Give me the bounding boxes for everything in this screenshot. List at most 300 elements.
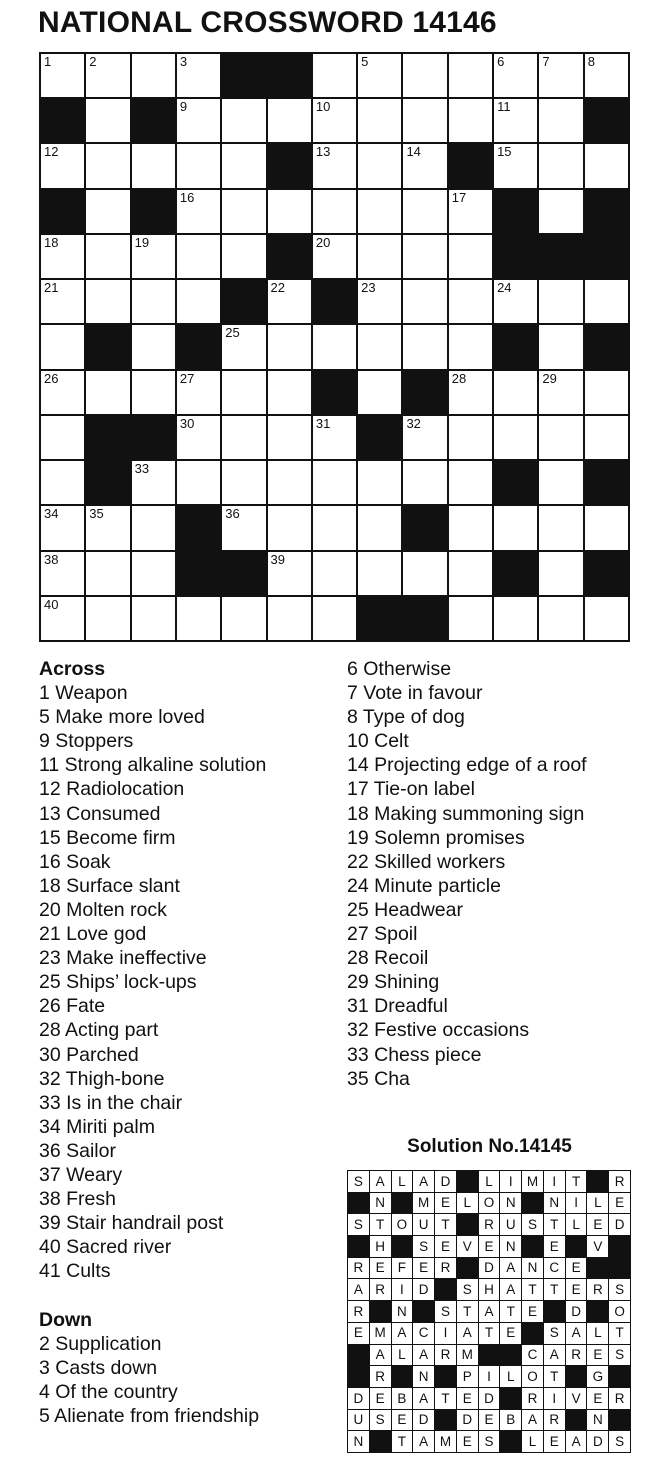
clue-number: 20 <box>315 234 331 250</box>
black-square <box>403 597 446 640</box>
down-clue: 24 Minute particle <box>347 874 501 897</box>
solution-letter: E <box>566 1258 587 1279</box>
grid-cell[interactable] <box>177 99 220 142</box>
black-square <box>313 371 356 414</box>
solution-letter: I <box>544 1388 565 1409</box>
grid-cell[interactable] <box>585 506 628 549</box>
grid-cell[interactable] <box>41 144 84 187</box>
grid-cell[interactable] <box>132 461 175 504</box>
solution-letter: U <box>348 1410 369 1431</box>
grid-cell[interactable] <box>494 597 537 640</box>
grid-cell[interactable] <box>539 325 582 368</box>
solution-letter: S <box>609 1431 630 1452</box>
solution-letter: R <box>587 1279 608 1300</box>
solution-letter: R <box>435 1345 456 1366</box>
grid-cell[interactable] <box>449 99 492 142</box>
grid-cell[interactable] <box>358 54 401 97</box>
down-clue: 35 Cha <box>347 1067 410 1090</box>
grid-cell[interactable] <box>585 54 628 97</box>
grid-cell[interactable] <box>268 190 311 233</box>
solution-letter: L <box>566 1214 587 1235</box>
grid-cell[interactable] <box>494 99 537 142</box>
grid-cell[interactable] <box>313 54 356 97</box>
grid-cell[interactable] <box>539 416 582 459</box>
grid-cell[interactable] <box>539 280 582 323</box>
solution-letter: M <box>413 1193 434 1214</box>
grid-cell[interactable] <box>403 325 446 368</box>
solution-letter: L <box>522 1431 543 1452</box>
across-clue: 41 Cults <box>39 1260 111 1283</box>
grid-cell[interactable] <box>585 144 628 187</box>
grid-cell[interactable] <box>403 54 446 97</box>
solution-black-square <box>500 1431 521 1452</box>
grid-cell[interactable] <box>132 506 175 549</box>
grid-cell[interactable] <box>177 416 220 459</box>
solution-black-square <box>435 1366 456 1387</box>
solution-title: Solution No.14145 <box>407 1136 572 1157</box>
solution-letter: R <box>348 1301 369 1322</box>
grid-cell[interactable] <box>585 371 628 414</box>
solution-letter: A <box>544 1345 565 1366</box>
solution-letter: C <box>522 1345 543 1366</box>
grid-cell[interactable] <box>222 461 265 504</box>
black-square <box>86 325 129 368</box>
grid-cell[interactable] <box>539 506 582 549</box>
grid-cell[interactable] <box>494 371 537 414</box>
grid-cell[interactable] <box>41 416 84 459</box>
black-square <box>222 552 265 595</box>
black-square <box>539 235 582 278</box>
grid-cell[interactable] <box>539 461 582 504</box>
grid-cell[interactable] <box>539 371 582 414</box>
grid-cell[interactable] <box>268 280 311 323</box>
grid-cell[interactable] <box>539 552 582 595</box>
grid-cell[interactable] <box>585 597 628 640</box>
grid-cell[interactable] <box>358 506 401 549</box>
grid-cell[interactable] <box>222 235 265 278</box>
clue-number: 1 <box>44 54 52 69</box>
solution-letter: D <box>435 1171 456 1192</box>
clue-number: 17 <box>451 189 467 205</box>
grid-cell[interactable] <box>539 597 582 640</box>
clue-number: 27 <box>179 370 195 386</box>
solution-black-square <box>522 1193 543 1214</box>
solution-letter: L <box>587 1193 608 1214</box>
solution-black-square <box>348 1345 369 1366</box>
grid-cell[interactable] <box>358 371 401 414</box>
grid-cell[interactable] <box>313 416 356 459</box>
solution-letter: C <box>413 1323 434 1344</box>
grid-cell[interactable] <box>358 280 401 323</box>
solution-letter: A <box>348 1279 369 1300</box>
solution-letter: A <box>500 1258 521 1279</box>
across-clue: 37 Weary <box>39 1163 123 1186</box>
black-square <box>86 461 129 504</box>
grid-cell[interactable] <box>403 461 446 504</box>
solution-letter: S <box>348 1171 369 1192</box>
across-clue: 18 Surface slant <box>39 874 180 897</box>
clue-number: 24 <box>497 280 512 296</box>
solution-black-square <box>457 1214 478 1235</box>
grid-cell[interactable] <box>403 190 446 233</box>
grid-cell[interactable] <box>268 325 311 368</box>
solution-letter: E <box>522 1301 543 1322</box>
grid-cell[interactable] <box>449 597 492 640</box>
clue-number: 16 <box>179 189 195 205</box>
solution-black-square <box>587 1301 608 1322</box>
solution-letter: V <box>566 1388 587 1409</box>
grid-cell[interactable] <box>449 54 492 97</box>
solution-letter: R <box>370 1366 391 1387</box>
grid-cell[interactable] <box>449 280 492 323</box>
grid-cell[interactable] <box>539 190 582 233</box>
clue-number: 35 <box>89 506 104 522</box>
solution-letter: M <box>435 1431 456 1452</box>
grid-cell[interactable] <box>177 54 220 97</box>
solution-black-square <box>587 1171 608 1192</box>
grid-cell[interactable] <box>585 280 628 323</box>
grid-cell[interactable] <box>177 371 220 414</box>
solution-letter: I <box>392 1279 413 1300</box>
clue-number: 18 <box>44 234 59 250</box>
solution-letter: D <box>587 1431 608 1452</box>
solution-black-square <box>413 1301 434 1322</box>
grid-cell[interactable] <box>313 99 356 142</box>
solution-black-square <box>609 1236 630 1257</box>
grid-cell[interactable] <box>358 99 401 142</box>
solution-letter: M <box>370 1323 391 1344</box>
grid-cell[interactable] <box>403 99 446 142</box>
solution-black-square <box>392 1366 413 1387</box>
grid-cell[interactable] <box>132 371 175 414</box>
solution-letter: D <box>413 1279 434 1300</box>
grid-cell[interactable] <box>41 371 84 414</box>
solution-letter: O <box>609 1301 630 1322</box>
across-clue: 11 Strong alkaline solution <box>39 754 267 777</box>
solution-letter: E <box>500 1323 521 1344</box>
down-heading: Down <box>39 1308 93 1331</box>
black-square <box>494 190 537 233</box>
solution-letter: R <box>348 1258 369 1279</box>
solution-letter: E <box>370 1388 391 1409</box>
grid-cell[interactable] <box>313 597 356 640</box>
across-clue: 15 Become firm <box>39 826 176 849</box>
across-clue: 38 Fresh <box>39 1188 116 1211</box>
solution-letter: S <box>348 1214 369 1235</box>
solution-grid <box>347 1170 631 1453</box>
solution-black-square <box>609 1258 630 1279</box>
grid-cell[interactable] <box>177 144 220 187</box>
grid-cell[interactable] <box>494 416 537 459</box>
across-clue: 20 Molten rock <box>39 898 167 921</box>
grid-cell[interactable] <box>177 597 220 640</box>
grid-cell[interactable] <box>358 325 401 368</box>
clue-number: 21 <box>44 280 59 296</box>
clue-number: 11 <box>497 99 511 115</box>
grid-cell[interactable] <box>41 54 84 97</box>
grid-cell[interactable] <box>132 54 175 97</box>
grid-cell[interactable] <box>222 371 265 414</box>
black-square <box>494 552 537 595</box>
grid-cell[interactable] <box>403 144 446 187</box>
solution-letter: R <box>544 1410 565 1431</box>
grid-cell[interactable] <box>86 371 129 414</box>
solution-letter: D <box>348 1388 369 1409</box>
grid-cell[interactable] <box>494 54 537 97</box>
black-square <box>132 99 175 142</box>
clue-number: 32 <box>406 415 421 431</box>
solution-letter: E <box>587 1345 608 1366</box>
solution-letter: T <box>609 1323 630 1344</box>
grid-cell[interactable] <box>449 190 492 233</box>
grid-cell[interactable] <box>268 99 311 142</box>
clue-number: 2 <box>89 54 97 69</box>
grid-cell[interactable] <box>539 144 582 187</box>
grid-cell[interactable] <box>449 325 492 368</box>
grid-cell[interactable] <box>403 416 446 459</box>
down-clue: 32 Festive occasions <box>347 1019 530 1042</box>
solution-letter: E <box>479 1410 500 1431</box>
grid-cell[interactable] <box>403 280 446 323</box>
solution-letter: T <box>435 1214 456 1235</box>
solution-letter: R <box>609 1171 630 1192</box>
grid-cell[interactable] <box>494 280 537 323</box>
black-square <box>268 235 311 278</box>
grid-cell[interactable] <box>449 235 492 278</box>
clue-number: 23 <box>361 280 376 296</box>
grid-cell[interactable] <box>222 144 265 187</box>
solution-black-square <box>392 1193 413 1214</box>
solution-letter: A <box>522 1410 543 1431</box>
solution-black-square <box>479 1345 500 1366</box>
solution-letter: R <box>566 1345 587 1366</box>
black-square <box>177 325 220 368</box>
grid-cell[interactable] <box>41 552 84 595</box>
grid-cell[interactable] <box>313 190 356 233</box>
solution-letter: F <box>392 1258 413 1279</box>
down-clue: 5 Alienate from friendship <box>39 1404 260 1427</box>
grid-cell[interactable] <box>313 235 356 278</box>
solution-letter: D <box>479 1388 500 1409</box>
clue-number: 9 <box>179 99 188 115</box>
across-clue: 33 Is in the chair <box>39 1091 183 1114</box>
grid-cell[interactable] <box>268 371 311 414</box>
grid-cell[interactable] <box>268 506 311 549</box>
solution-letter: E <box>479 1236 500 1257</box>
grid-cell[interactable] <box>268 416 311 459</box>
black-square <box>268 54 311 97</box>
grid-cell[interactable] <box>268 597 311 640</box>
down-clue: 7 Vote in favour <box>347 682 483 705</box>
solution-letter: R <box>370 1279 391 1300</box>
grid-cell[interactable] <box>132 235 175 278</box>
clue-column-right <box>347 657 587 1091</box>
solution-letter: I <box>500 1171 521 1192</box>
solution-letter: R <box>609 1388 630 1409</box>
grid-cell[interactable] <box>41 280 84 323</box>
grid-cell[interactable] <box>313 506 356 549</box>
solution-letter: A <box>413 1431 434 1452</box>
solution-letter: L <box>392 1345 413 1366</box>
solution-letter: S <box>544 1323 565 1344</box>
solution-black-square <box>500 1388 521 1409</box>
grid-cell[interactable] <box>358 552 401 595</box>
crossword-grid <box>39 52 630 642</box>
solution-black-square <box>457 1258 478 1279</box>
clue-number: 13 <box>315 144 331 160</box>
down-clue-list-right <box>347 657 587 1091</box>
grid-cell[interactable] <box>86 190 129 233</box>
grid-cell[interactable] <box>449 506 492 549</box>
grid-cell[interactable] <box>86 552 129 595</box>
clue-number: 39 <box>270 551 285 567</box>
grid-cell[interactable] <box>313 144 356 187</box>
grid-cell[interactable] <box>41 506 84 549</box>
across-clue: 9 Stoppers <box>39 730 134 753</box>
grid-cell[interactable] <box>222 597 265 640</box>
grid-cell[interactable] <box>86 280 129 323</box>
solution-letter: A <box>370 1345 391 1366</box>
clue-number: 3 <box>179 54 188 69</box>
solution-black-square <box>609 1410 630 1431</box>
grid-cell[interactable] <box>222 99 265 142</box>
grid-cell[interactable] <box>132 144 175 187</box>
clue-number: 5 <box>361 54 369 69</box>
solution-letter: A <box>479 1301 500 1322</box>
grid-cell[interactable] <box>86 99 129 142</box>
grid-cell[interactable] <box>177 280 220 323</box>
grid-cell[interactable] <box>41 597 84 640</box>
black-square <box>177 506 220 549</box>
clue-number: 40 <box>44 596 59 612</box>
solution-black-square <box>522 1323 543 1344</box>
solution-letter: I <box>566 1193 587 1214</box>
black-square <box>313 280 356 323</box>
grid-cell[interactable] <box>132 280 175 323</box>
grid-cell[interactable] <box>41 461 84 504</box>
grid-cell[interactable] <box>358 190 401 233</box>
grid-cell[interactable] <box>222 325 265 368</box>
grid-cell[interactable] <box>86 597 129 640</box>
grid-cell[interactable] <box>313 325 356 368</box>
grid-cell[interactable] <box>358 235 401 278</box>
solution-letter: A <box>370 1171 391 1192</box>
grid-cell[interactable] <box>449 416 492 459</box>
grid-cell[interactable] <box>268 552 311 595</box>
solution-letter: N <box>500 1193 521 1214</box>
black-square <box>41 99 84 142</box>
solution-letter: B <box>392 1388 413 1409</box>
grid-cell[interactable] <box>132 325 175 368</box>
grid-cell[interactable] <box>86 54 129 97</box>
grid-cell[interactable] <box>449 461 492 504</box>
grid-cell[interactable] <box>585 416 628 459</box>
grid-cell[interactable] <box>86 235 129 278</box>
solution-letter: S <box>435 1301 456 1322</box>
grid-cell[interactable] <box>449 371 492 414</box>
solution-letter: E <box>413 1258 434 1279</box>
solution-black-square <box>348 1366 369 1387</box>
grid-cell[interactable] <box>268 461 311 504</box>
grid-cell[interactable] <box>41 235 84 278</box>
grid-cell[interactable] <box>222 416 265 459</box>
clue-column-left <box>39 657 266 1428</box>
clue-number: 12 <box>44 144 59 160</box>
grid-cell[interactable] <box>86 506 129 549</box>
black-square <box>358 416 401 459</box>
solution-letter: N <box>348 1431 369 1452</box>
grid-cell[interactable] <box>41 325 84 368</box>
clue-number: 10 <box>315 99 331 115</box>
down-clue: 10 Celt <box>347 730 409 753</box>
solution-letter: A <box>413 1388 434 1409</box>
across-clue: 30 Parched <box>39 1043 139 1066</box>
grid-cell[interactable] <box>177 235 220 278</box>
grid-cell[interactable] <box>403 235 446 278</box>
down-clue: 6 Otherwise <box>347 658 452 680</box>
clue-number: 25 <box>225 325 240 341</box>
grid-cell[interactable] <box>403 552 446 595</box>
across-clue: 5 Make more loved <box>39 706 205 729</box>
solution-black-square <box>566 1236 587 1257</box>
grid-cell[interactable] <box>86 144 129 187</box>
clue-number: 36 <box>225 506 240 522</box>
grid-cell[interactable] <box>358 461 401 504</box>
grid-cell[interactable] <box>449 552 492 595</box>
solution-black-square <box>566 1366 587 1387</box>
solution-letter: V <box>587 1236 608 1257</box>
down-clue: 18 Making summoning sign <box>347 802 585 825</box>
grid-cell[interactable] <box>177 461 220 504</box>
solution-letter: E <box>609 1193 630 1214</box>
grid-cell[interactable] <box>132 597 175 640</box>
grid-cell[interactable] <box>358 144 401 187</box>
grid-cell[interactable] <box>132 552 175 595</box>
grid-cell[interactable] <box>494 506 537 549</box>
solution-letter: E <box>587 1214 608 1235</box>
solution-letter: N <box>522 1258 543 1279</box>
solution-letter: E <box>370 1258 391 1279</box>
solution-black-square <box>435 1410 456 1431</box>
puzzle-title: NATIONAL CROSSWORD 14146 <box>38 6 497 39</box>
grid-cell[interactable] <box>222 506 265 549</box>
grid-cell[interactable] <box>539 54 582 97</box>
grid-cell[interactable] <box>313 461 356 504</box>
black-square <box>403 506 446 549</box>
clue-number: 26 <box>44 370 59 386</box>
solution-letter: T <box>544 1366 565 1387</box>
solution-black-square <box>370 1301 391 1322</box>
clue-number: 34 <box>44 506 59 522</box>
solution-letter: N <box>392 1301 413 1322</box>
solution-letter: V <box>457 1236 478 1257</box>
grid-cell[interactable] <box>222 190 265 233</box>
black-square <box>41 190 84 233</box>
solution-letter: H <box>370 1236 391 1257</box>
solution-letter: L <box>392 1171 413 1192</box>
solution-letter: S <box>457 1279 478 1300</box>
grid-cell[interactable] <box>494 144 537 187</box>
grid-cell[interactable] <box>539 99 582 142</box>
solution-letter: E <box>435 1236 456 1257</box>
solution-letter: L <box>479 1171 500 1192</box>
down-clue: 27 Spoil <box>347 923 418 946</box>
solution-letter: A <box>457 1323 478 1344</box>
clue-number: 31 <box>315 415 331 431</box>
grid-cell[interactable] <box>313 552 356 595</box>
solution-letter: L <box>457 1193 478 1214</box>
grid-cell[interactable] <box>177 190 220 233</box>
